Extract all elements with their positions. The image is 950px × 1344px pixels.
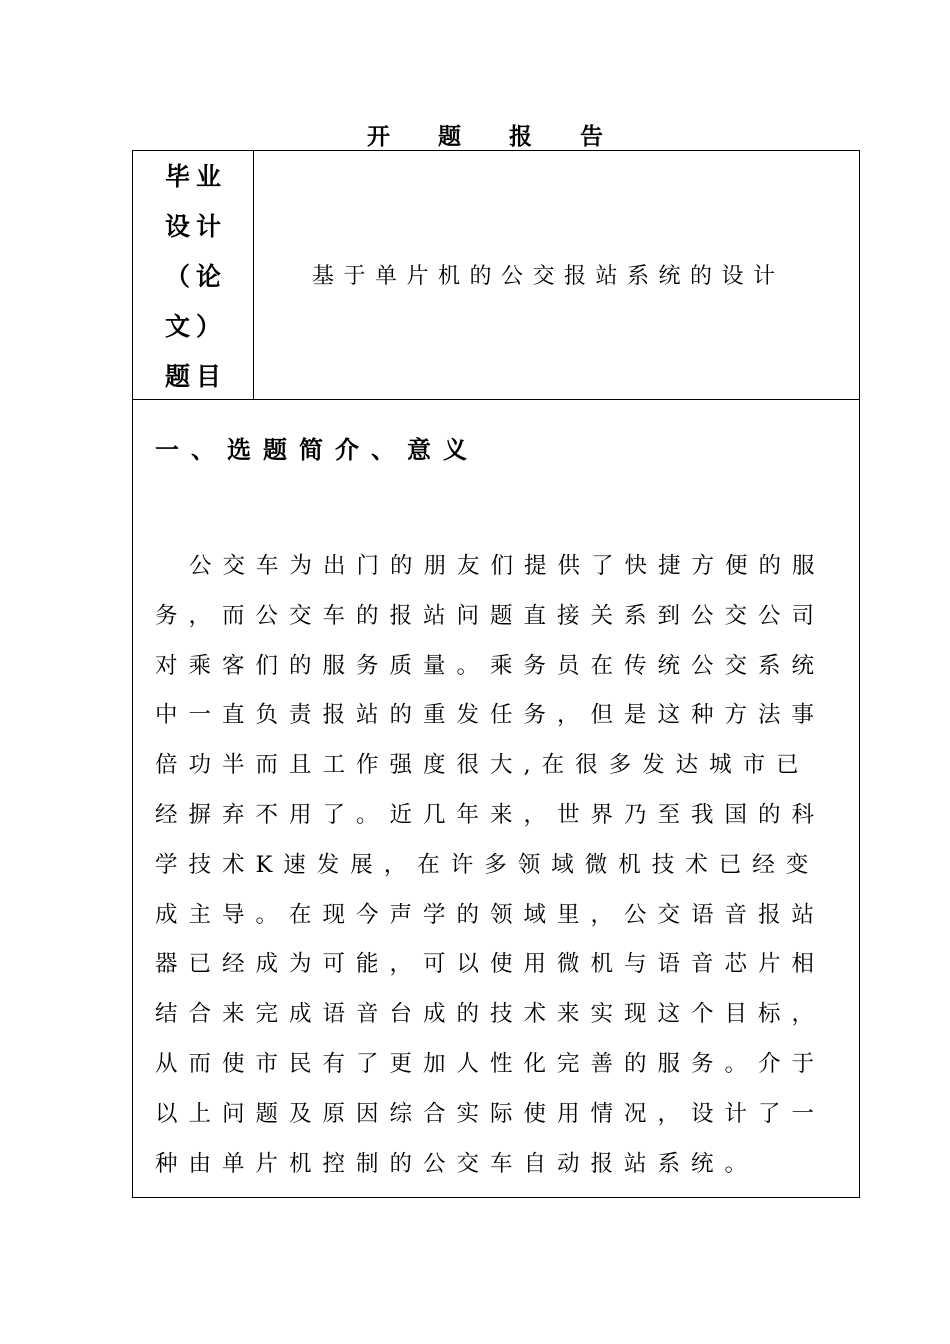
section-heading: 一、选题简介、意义: [155, 435, 479, 464]
introduction-section: [133, 400, 859, 1197]
topic-label-line: 题目: [165, 362, 228, 391]
topic-label-line: 设计: [165, 212, 228, 241]
topic-value-cell: [254, 151, 859, 399]
report-form-table: [132, 150, 860, 1198]
document-title: 开 题 报 告: [366, 123, 624, 150]
topic-label-line: 毕业: [165, 162, 228, 191]
topic-label-line: （论: [165, 262, 228, 291]
section-paragraph: 公交车为出门的朋友们提供了快捷方便的服务，而公交车的报站问题直接关系到公交公司对乘客们的服务质量。乘务员在传统公交系统中一直负责报站的重发任务，但是这种方法事倍功半而且工作强度很大,在很多发达城市已经摒弃不用了。近几年来，世界乃至我国的科学技术K速发展，在许多领域微机技术已经变成主导。在现今声学的领域里，公交语音报站器已经成为可能，可以使用微机与语音芯片相结合来完成语音台成的技术来实现这个目标，从而使市民有了更加人性化完善的服务。介于以上问题及原因综合实际使用情况，设计了一种由单片机控制的公交车自动报站系统。: [155, 553, 826, 1177]
topic-label-cell: [133, 151, 254, 399]
topic-row: [133, 151, 859, 400]
topic-label-line: 文）: [165, 312, 228, 341]
thesis-topic: 基于单片机的公交报站系统的设计: [312, 263, 785, 289]
